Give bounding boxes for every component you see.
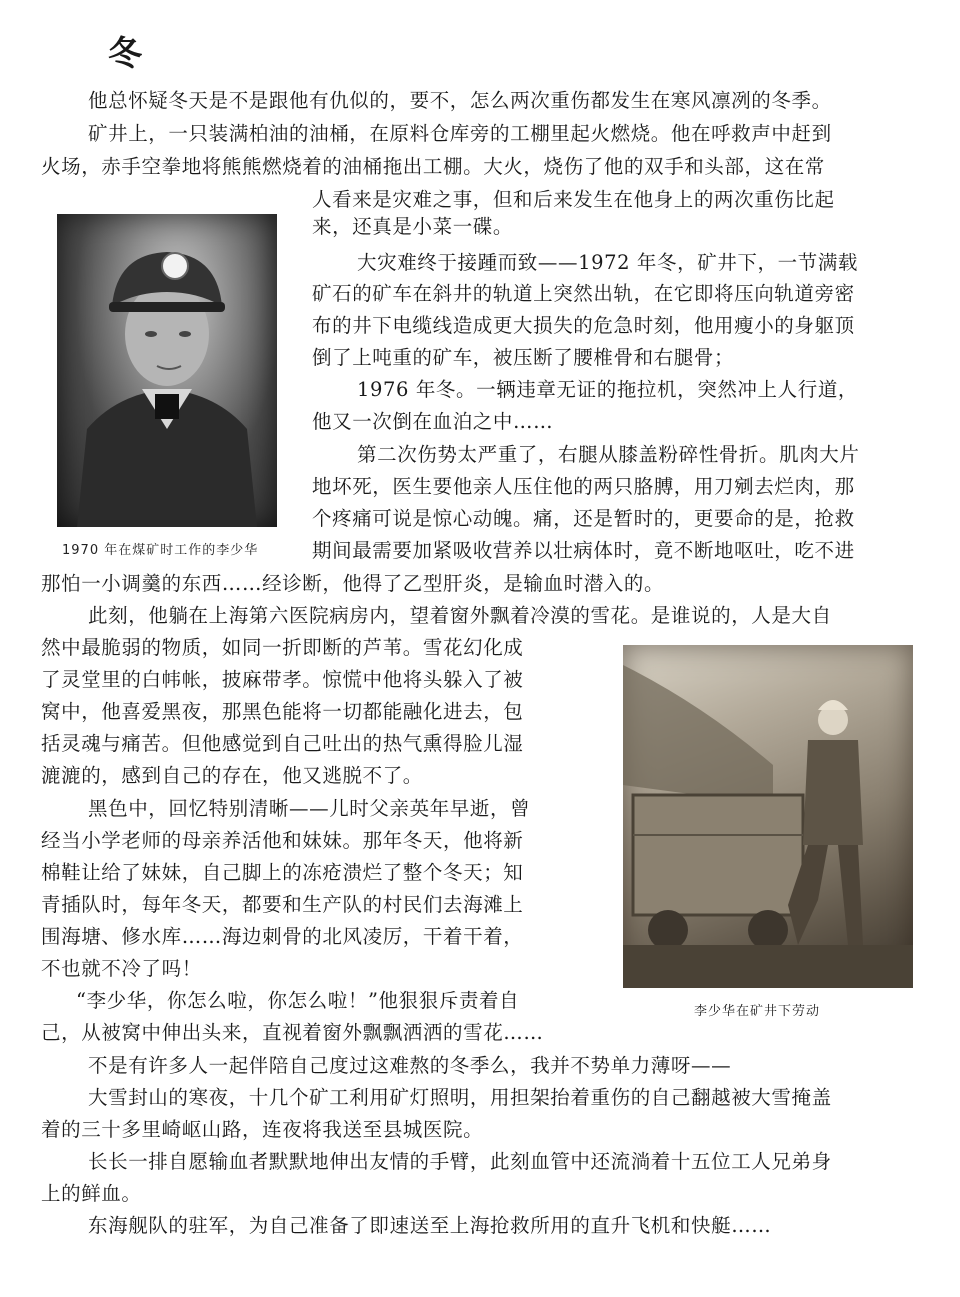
- text-line: 不是有许多人一起伴陪自己度过这难熬的冬季么，我并不势单力薄呀——: [88, 1054, 732, 1077]
- text-line: 1976 年冬。一辆违章无证的拖拉机，突然冲上人行道，: [357, 378, 859, 401]
- text-line: 他又一次倒在血泊之中……: [312, 410, 554, 433]
- text-line: 他总怀疑冬天是不是跟他有仇似的，要不，怎么两次重伤都发生在寒风凛冽的冬季。: [88, 89, 832, 112]
- miner-portrait-photo: [57, 214, 277, 527]
- photo1-caption: 1970 年在煤矿时工作的李少华: [62, 543, 259, 558]
- text-line: 地坏死，医生要他亲人压住他的两只胳膊，用刀剜去烂肉，那: [312, 475, 855, 498]
- photo2-caption: 李少华在矿井下劳动: [694, 1004, 821, 1019]
- text-line: 经当小学老师的母亲养活他和妹妹。那年冬天，他将新: [41, 829, 524, 852]
- miner-at-cart-photo: [623, 645, 913, 988]
- text-line: 大雪封山的寒夜，十几个矿工利用矿灯照明，用担架抬着重伤的自己翻越被大雪掩盖: [88, 1086, 832, 1109]
- text-line: 大灾难终于接踵而致——1972 年冬，矿井下，一节满载: [357, 251, 859, 274]
- text-line: 东海舰队的驻军，为自己准备了即速送至上海抢救所用的直升飞机和快艇……: [88, 1214, 772, 1237]
- text-line: 围海塘、修水库……海边刺骨的北风凌厉，干着干着，: [41, 925, 524, 948]
- text-line: 来，还真是小菜一碟。: [312, 215, 514, 238]
- text-line: 第二次伤势太严重了，右腿从膝盖粉碎性骨折。肌肉大片: [357, 443, 860, 466]
- text-line: 黑色中，回忆特别清晰——儿时父亲英年早逝，曾: [88, 797, 531, 820]
- text-line: 人看来是灾难之事，但和后来发生在他身上的两次重伤比起: [312, 188, 835, 211]
- text-line: “李少华，你怎么啦，你怎么啦！”他狠狠斥责着自: [76, 989, 520, 1012]
- text-line: 个疼痛可说是惊心动魄。痛，还是暂时的，更要命的是，抢救: [312, 507, 855, 530]
- text-line: 漉漉的，感到自己的存在，他又逃脱不了。: [41, 764, 423, 787]
- text-line: 己，从被窝中伸出头来，直视着窗外飘飘洒洒的雪花……: [41, 1021, 544, 1044]
- text-line: 火场，赤手空拳地将熊熊燃烧着的油桶拖出工棚。大火，烧伤了他的双手和头部，这在常: [41, 155, 825, 178]
- page-title: 冬: [108, 34, 144, 74]
- text-line: 窝中，他喜爱黑夜，那黑色能将一切都能融化进去，包: [41, 700, 524, 723]
- text-line: 长长一排自愿输血者默默地伸出友情的手臂，此刻血管中还流淌着十五位工人兄弟身: [88, 1150, 832, 1173]
- text-line: 着的三十多里崎岖山路，连夜将我送至县城医院。: [41, 1118, 484, 1141]
- text-line: 那怕一小调羹的东西……经诊断，他得了乙型肝炎，是输血时潜入的。: [41, 572, 665, 595]
- text-line: 括灵魂与痛苦。但他感觉到自己吐出的热气熏得脸儿湿: [41, 732, 524, 755]
- text-line: 期间最需要加紧吸收营养以壮病体时，竟不断地呕吐，吃不进: [312, 539, 855, 562]
- text-line: 然中最脆弱的物质，如同一折即断的芦苇。雪花幻化成: [41, 636, 524, 659]
- text-line: 倒了上吨重的矿车，被压断了腰椎骨和右腿骨；: [312, 346, 735, 369]
- text-line: 上的鲜血。: [41, 1182, 142, 1205]
- text-line: 不也就不冷了吗！: [41, 957, 202, 980]
- text-line: 矿井上，一只装满柏油的油桶，在原料仓库旁的工棚里起火燃烧。他在呼救声中赶到: [88, 122, 832, 145]
- text-line: 了灵堂里的白帏帐，披麻带孝。惊慌中他将头躲入了被: [41, 668, 524, 691]
- text-line: 此刻，他躺在上海第六医院病房内，望着窗外飘着冷漠的雪花。是谁说的，人是大自: [88, 604, 832, 627]
- text-line: 棉鞋让给了妹妹，自己脚上的冻疮溃烂了整个冬天；知: [41, 861, 524, 884]
- text-line: 布的井下电缆线造成更大损失的危急时刻，他用瘦小的身躯顶: [312, 314, 855, 337]
- text-line: 矿石的矿车在斜井的轨道上突然出轨，在它即将压向轨道旁密: [312, 282, 855, 305]
- text-line: 青插队时，每年冬天，都要和生产队的村民们去海滩上: [41, 893, 524, 916]
